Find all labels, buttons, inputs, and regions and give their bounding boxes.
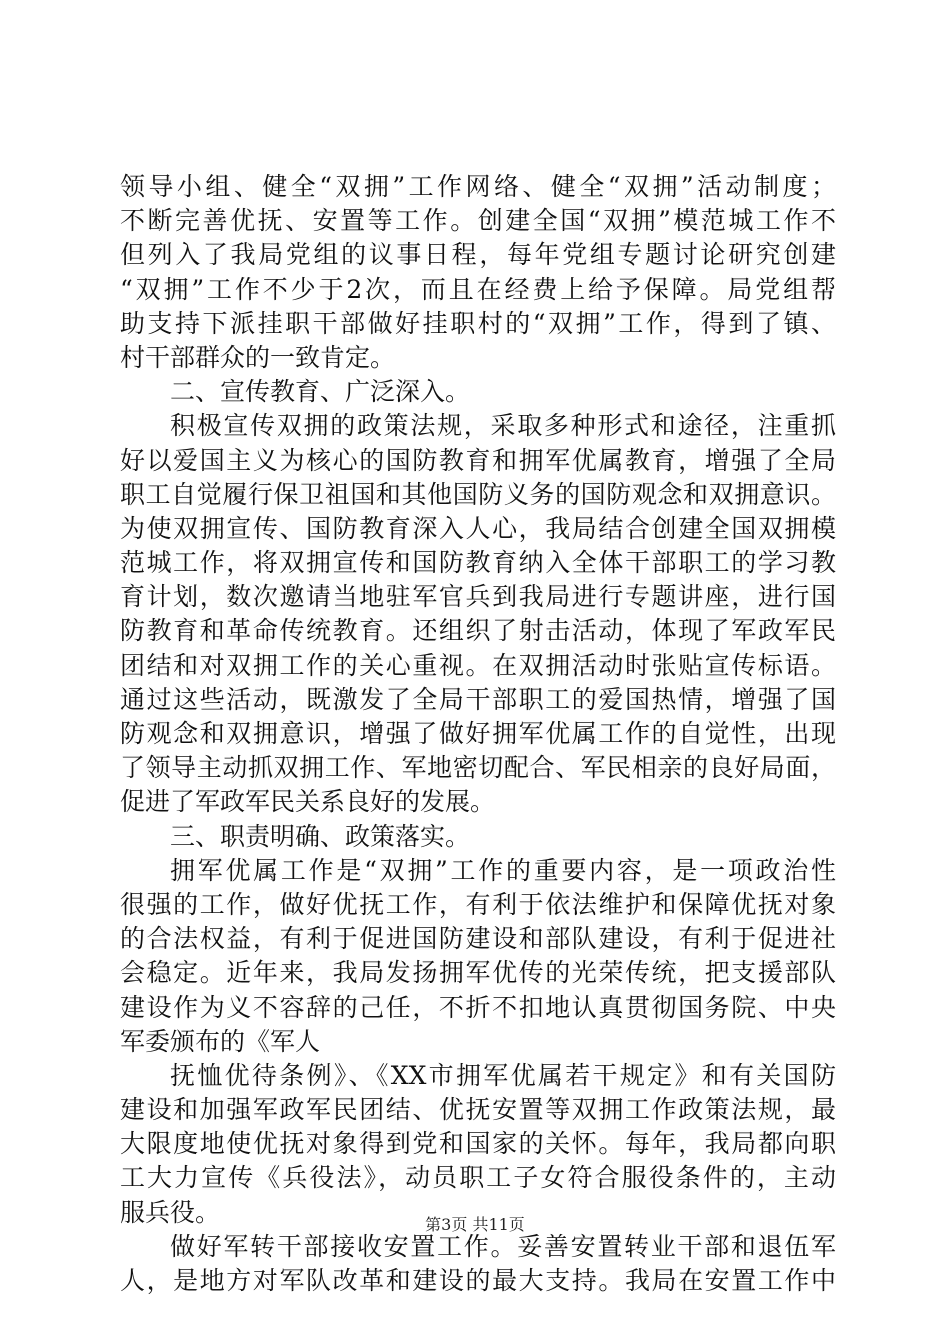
text-line: 会稳定。近年来，我局发扬拥军优传的光荣传统，把支援部队 bbox=[120, 958, 836, 988]
text-line: “双拥”工作不少于2次，而且在经费上给予保障。局党组帮 bbox=[120, 274, 836, 304]
text-line: 防观念和双拥意识，增强了做好拥军优属工作的自觉性，出现 bbox=[120, 719, 836, 748]
text-line: 不断完善优抚、安置等工作。创建全国“双拥”模范城工作不 bbox=[120, 206, 836, 236]
text-line: 工大力宣传《兵役法》，动员职工子女符合服役条件的，主动 bbox=[120, 1163, 836, 1193]
text-line: 的合法权益，有利于促进国防建设和部队建设，有利于促进社 bbox=[120, 924, 836, 954]
text-line: 建设作为义不容辞的己任，不折不扣地认真贯彻国务院、中央 bbox=[120, 992, 836, 1022]
text-line: 为使双拥宣传、国防教育深入人心，我局结合创建全国双拥模 bbox=[120, 513, 836, 543]
text-line: 领导小组、健全“双拥”工作网络、健全“双拥”活动制度； bbox=[120, 172, 836, 201]
text-line: 服兵役。 bbox=[120, 1197, 221, 1227]
text-line: 拥军优属工作是“双拥”工作的重要内容，是一项政治性 bbox=[170, 855, 836, 885]
text-line: 通过这些活动，既激发了全局干部职工的爱国热情，增强了国 bbox=[120, 684, 836, 714]
text-line: 大限度地使优抚对象得到党和国家的关怀。每年，我局都向职 bbox=[120, 1129, 836, 1159]
text-line: 助支持下派挂职干部做好挂职村的“双拥”工作，得到了镇、 bbox=[120, 308, 836, 338]
text-line: 人，是地方对军队改革和建设的最大支持。我局在安置工作中 bbox=[120, 1266, 836, 1295]
text-line: 团结和对双拥工作的关心重视。在双拥活动时张贴宣传标语。 bbox=[120, 650, 836, 680]
text-line: 村干部群众的一致肯定。 bbox=[120, 342, 396, 372]
text-line: 军委颁布的《军人 bbox=[120, 1026, 321, 1056]
text-line: 了领导主动抓双拥工作、军地密切配合、军民相亲的良好局面， bbox=[120, 753, 836, 783]
text-line: 促进了军政军民关系良好的发展。 bbox=[120, 787, 496, 817]
text-line: 防教育和革命传统教育。还组织了射击活动，体现了军政军民 bbox=[120, 616, 836, 646]
text-line: 做好军转干部接收安置工作。妥善安置转业干部和退伍军 bbox=[170, 1231, 836, 1261]
text-line: 建设和加强军政军民团结、优抚安置等双拥工作政策法规，最 bbox=[120, 1095, 836, 1125]
text-line: 抚恤优待条例》、《XX市拥军优属若干规定》和有关国防 bbox=[170, 1060, 836, 1090]
text-line: 育计划，数次邀请当地驻军官兵到我局进行专题讲座，进行国 bbox=[120, 582, 836, 612]
text-line: 积极宣传双拥的政策法规，采取多种形式和途径，注重抓 bbox=[170, 411, 836, 441]
text-line: 但列入了我局党组的议事日程，每年党组专题讨论研究创建 bbox=[120, 240, 836, 270]
body-text bbox=[120, 170, 836, 1298]
text-line: 二、宣传教育、广泛深入。 bbox=[170, 377, 471, 407]
page-footer: 第3页 共11页 bbox=[425, 1215, 525, 1234]
text-line: 三、职责明确、政策落实。 bbox=[170, 821, 471, 851]
text-line: 范城工作，将双拥宣传和国防教育纳入全体干部职工的学习教 bbox=[120, 548, 836, 578]
text-line: 很强的工作，做好优抚工作，有利于依法维护和保障优抚对象 bbox=[120, 889, 836, 919]
text-line: 好以爱国主义为核心的国防教育和拥军优属教育，增强了全局 bbox=[120, 445, 836, 475]
text-line: 职工自觉履行保卫祖国和其他国防义务的国防观念和双拥意识。 bbox=[120, 479, 836, 509]
